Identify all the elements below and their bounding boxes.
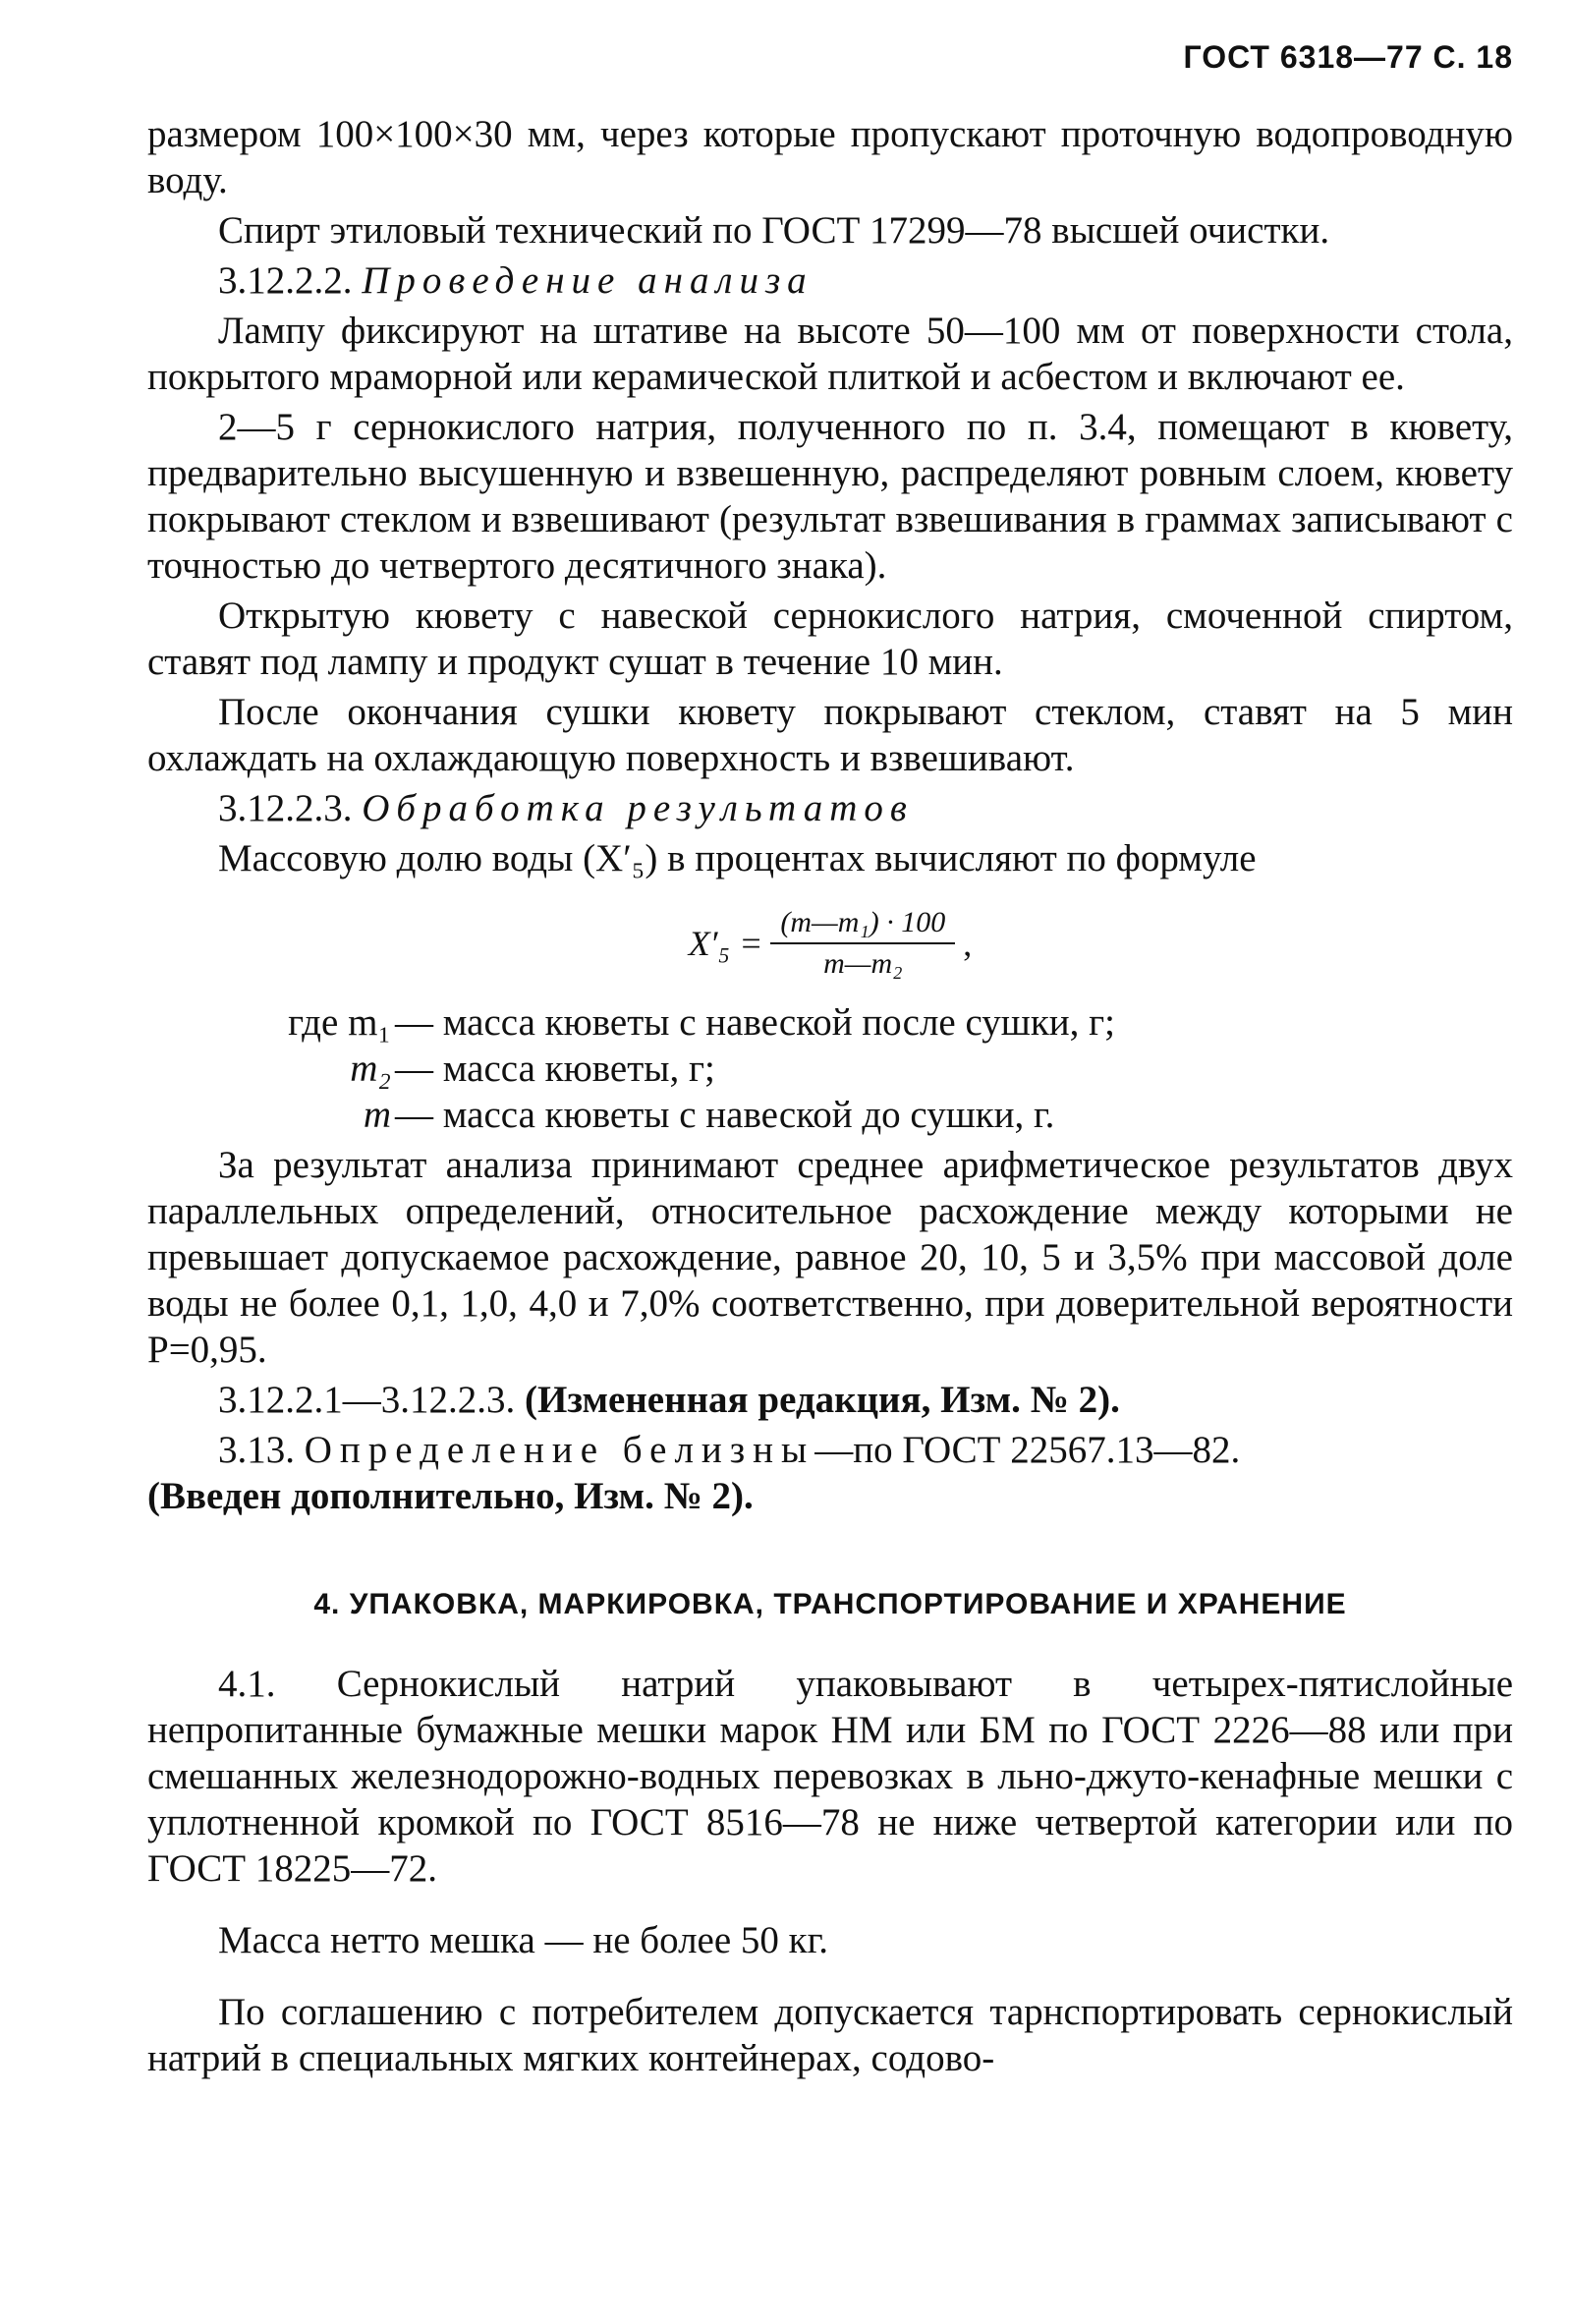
definition-text: — масса кюветы с навеской до сушки, г.: [395, 1094, 1055, 1136]
subsection-3-12-2-2-heading: [147, 257, 1513, 304]
document-page: [147, 39, 1513, 2081]
definition-row: [147, 1092, 1513, 1138]
paragraph-formula-intro: Массовую долю воды (X′₅) в процентах вычисляют по формуле: [218, 837, 1257, 879]
definition-row: [147, 1046, 1513, 1092]
definition-row: [147, 999, 1513, 1046]
paragraph-result: За результат анализа принимают среднее арифметическое результатов двух параллельных определений, относительное расхождение между которыми не превышает допускаемое расхождение, равное 20, 10, 5 и 3,5% при массовой доле воды не более 0,1, 1,0, 4,0 и 7,0% соответственно, при доверительной вероятности P=0,95.: [147, 1144, 1513, 1371]
formula-fraction: [770, 905, 955, 982]
paragraph-revision-note: [147, 1377, 1513, 1423]
item-reference: —по ГОСТ 22567.13—82.: [814, 1429, 1241, 1471]
revision-text: (Измененная редакция, Изм. № 2).: [525, 1379, 1120, 1421]
subsection-title: Обработка результатов: [362, 787, 914, 829]
definition-text: — масса кюветы, г;: [395, 1048, 715, 1090]
definition-symbol: m: [363, 1094, 391, 1136]
water-fraction-formula: [147, 905, 1513, 982]
paragraph-3-13: [147, 1427, 1513, 1473]
definition-text: — масса кюветы с навеской после сушки, г;: [395, 1001, 1115, 1044]
paragraph-containers: По соглашению с потребителем допускается тарнспортировать сернокислый натрий в специальных мягких контейнерах, содово-: [147, 1991, 1513, 2079]
formula-lhs: X′₅ =: [688, 924, 763, 963]
page-header: ГОСТ 6318—77 С. 18: [1183, 39, 1513, 75]
definition-symbol: m₂: [350, 1048, 391, 1090]
subsection-3-12-2-3-heading: [147, 785, 1513, 831]
section-4-title: 4. УПАКОВКА, МАРКИРОВКА, ТРАНСПОРТИРОВАНИЕ И ХРАНЕНИЕ: [313, 1588, 1347, 1620]
subsection-number: 3.12.2.3.: [218, 787, 353, 829]
formula-numerator: (m—m₁) · 100: [770, 905, 955, 944]
item-number: 3.13.: [218, 1429, 295, 1471]
subsection-title: Проведение анализа: [362, 259, 814, 302]
definition-symbol: где m₁: [288, 1001, 391, 1044]
formula-denominator: m—m₂: [823, 947, 903, 980]
paragraph-dimensions: размером 100×100×30 мм, через которые пропускают проточную водопроводную воду.: [147, 113, 1513, 201]
revision-range: 3.12.2.1—3.12.2.3.: [218, 1379, 516, 1421]
paragraph-4-1: 4.1. Сернокислый натрий упаковывают в четырех-пятислойные непропитанные бумажные мешки марок НМ или БМ по ГОСТ 2226—88 или при смешанных железнодорожно-водных перевозках в льно-джуто-кенафные мешки с уплотненной кромкой по ГОСТ 8516—78 не ниже четвертой категории или по ГОСТ 18225—72.: [147, 1663, 1513, 1890]
paragraph-cooling: После окончания сушки кювету покрывают стеклом, ставят на 5 мин охлаждать на охлаждающую поверхность и взвешивают.: [147, 691, 1513, 779]
item-spaced-title: Определение белизны: [304, 1429, 815, 1471]
paragraph-introduced-note: (Введен дополнительно, Изм. № 2).: [147, 1475, 754, 1517]
paragraph-lamp: Лампу фиксируют на штативе на высоте 50—100 мм от поверхности стола, покрытого мраморной или керамической плиткой и асбестом и включают ее.: [147, 310, 1513, 398]
paragraph-alcohol: Спирт этиловый технический по ГОСТ 17299—78 высшей очистки.: [218, 209, 1330, 252]
formula-definitions: [147, 999, 1513, 1138]
formula-tail: ,: [963, 924, 973, 963]
subsection-number: 3.12.2.2.: [218, 259, 353, 302]
paragraph-sample: 2—5 г сернокислого натрия, полученного по п. 3.4, помещают в кювету, предварительно высушенную и взвешенную, распределяют ровным слоем, кювету покрывают стеклом и взвешивают (результат взвешивания в граммах записывают с точностью до четвертого десятичного знака).: [147, 406, 1513, 587]
paragraph-drying: Открытую кювету с навеской сернокислого натрия, смоченной спиртом, ставят под лампу и продукт сушат в течение 10 мин.: [147, 595, 1513, 683]
paragraph-net-mass: Масса нетто мешка — не более 50 кг.: [218, 1919, 828, 1961]
